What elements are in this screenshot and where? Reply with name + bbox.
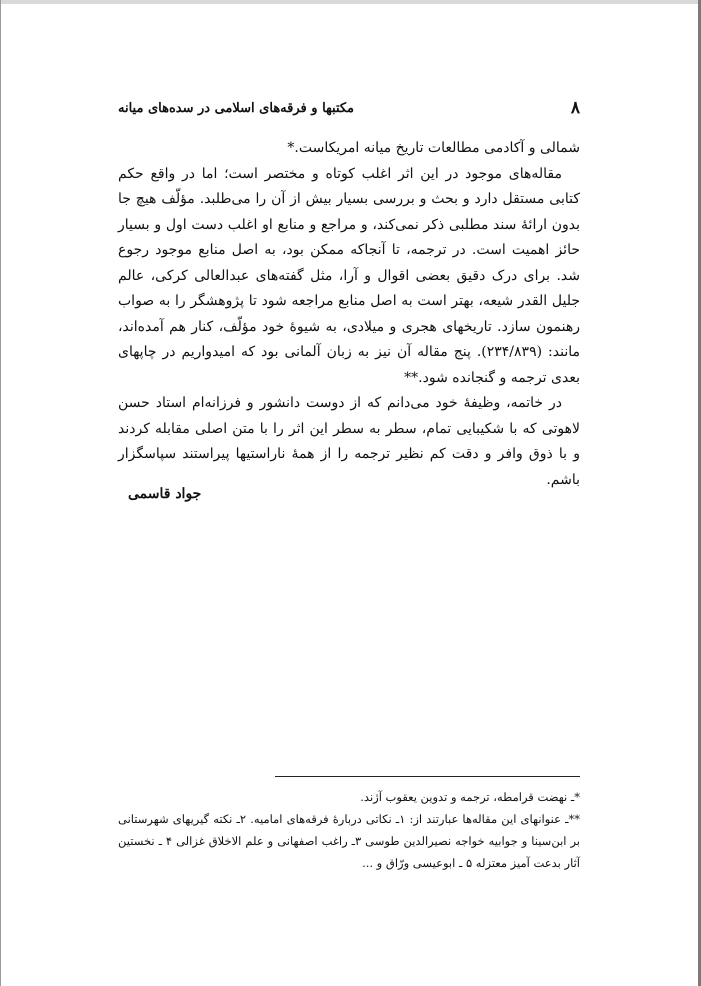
footnotes	[118, 786, 580, 874]
footnote-1: *ـ نهضت قرامطه، ترجمه و تدوین یعقوب آژند.	[360, 790, 580, 804]
body-text	[118, 136, 580, 493]
page-header	[118, 98, 580, 120]
paragraph-2: مقاله‌های موجود در این اثر اغلب کوتاه و مختصر است؛ اما در واقع حکم کتابی مستقل دارد و بحث و بررسی بسیار بیش از آن را می‌طلبد. مؤلّف هیچ جا بدون ارائهٔ سند مطلبی ذکر نمی‌کند، و مراجع و منابع او اغلب دست اول و بسیار حائز اهمیت است. در ترجمه، تا آنجاکه ممکن بود، به اصل منابع موجود رجوع شد. برای درک دقیق بعضی اقوال و آرا، مثل گفته‌های عبدالعالی کرکی، عالم جلیل القدر شیعه، بهتر است به اصل منابع مراجعه شود تا پژوهشگر را به صواب رهنمون سازد. تاریخهای هجری و میلادی، به شیوهٔ خود مؤلّف، کنار هم آمده‌اند، مانند: (۲۳۴/۸۳۹). پنج مقاله آن نیز به زبان آلمانی بود که امیدواریم در چاپهای بعدی ترجمه و گنجانده شود.**	[118, 165, 580, 386]
author-signature: جواد قاسمی	[128, 486, 202, 502]
footnote-divider	[275, 776, 580, 777]
paragraph-1: شمالی و آکادمی مطالعات تاریخ میانه امریکاست.*	[287, 140, 580, 156]
footnote-2: **ـ عنوانهای این مقاله‌ها عبارتند از: ۱ـ نکاتی دربارهٔ فرقه‌های امامیه. ۲ـ نکته گیریهای شهرستانی بر ابن‌سینا و جوابیه خواجه نصیرالدین طوسی ۳ـ راغب اصفهانی و علم الاخلاق غزالی ۴ ـ نخستین آثار بدعت آمیز معتزله ۵ ـ ابوعیسی ورّاق و ...	[118, 812, 581, 870]
paragraph-3: در خاتمه، وظیفهٔ خود می‌دانم که از دوست دانشور و فرزانه‌ام استاد حسن لاهوتی که با شکیبایی تمام، سطر به سطر این اثر را با متن اصلی مقابله کردند و با ذوق وافر و دقت کم نظیر ترجمه را از همهٔ ناراستیها پیراستند سپاسگزار باشم.	[118, 395, 580, 488]
page-number: ۸	[570, 98, 580, 118]
running-title: مکتبها و فرقه‌های اسلامی در سده‌های میانه	[118, 101, 355, 116]
